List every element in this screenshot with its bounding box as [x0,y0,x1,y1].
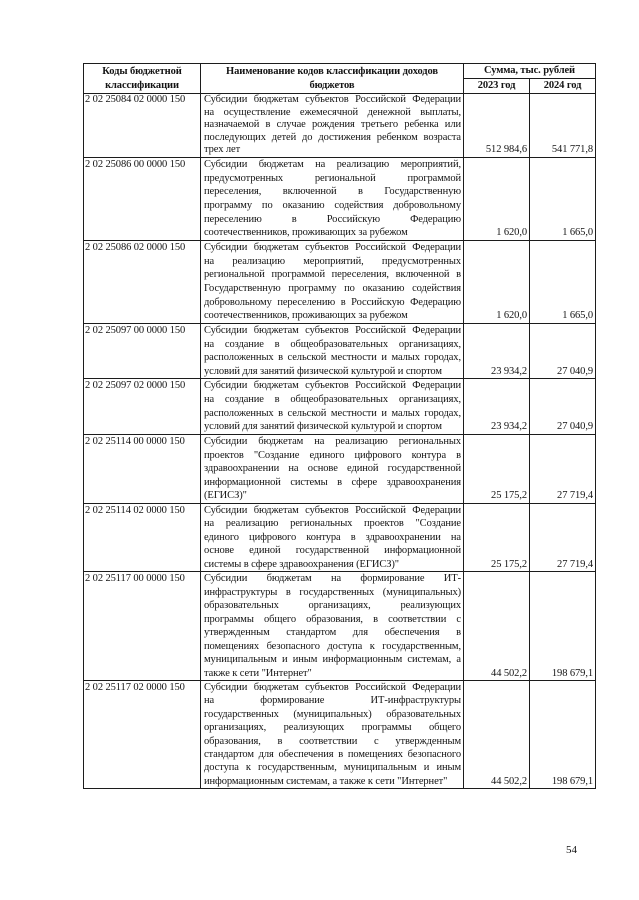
header-year-2023: 2023 год [464,79,530,94]
description-line: условий для занятий физической культурой и спортом [204,421,442,433]
description-line: системы в сфере здравоохранения (ЕГИСЗ)" [204,558,399,570]
header-name [201,64,464,94]
amount-2023-cell: 44 502,2 [464,572,530,681]
amount-2023-cell: 23 934,2 [464,379,530,435]
description-line: образовательных организациях, реализующих [204,600,461,611]
description-line: на формирование ИТ-инфраструктуры [204,695,461,707]
description-cell [201,572,464,681]
description-line: основе единой государственной информационной [204,545,461,557]
amount-2024-cell: 27 719,4 [530,504,596,572]
description-line: стандартом для обеспечения в помещениях безопасного [204,748,461,760]
header-codes-line: Коды бюджетной [102,66,182,77]
description-line: на реализацию региональных проектов "Создание [204,518,461,530]
page-number: 54 [566,844,577,856]
amount-2024-cell: 27 040,9 [530,324,596,379]
description-line: Государственную программу по оказанию содействия [204,283,461,295]
amount-2024-cell: 27 719,4 [530,435,596,504]
header-codes-line: классификации [105,80,179,91]
amount-2023-cell: 44 502,2 [464,681,530,789]
amount-2023-cell: 23 934,2 [464,324,530,379]
amount-2024-cell: 541 771,8 [530,94,596,158]
description-cell [201,241,464,324]
description-line: доступа к государственным, муниципальным и иным [204,762,461,774]
description-cell [201,504,464,572]
amount-2024-cell: 198 679,1 [530,572,596,681]
budget-code-cell: 2 02 25117 00 0000 150 [84,572,201,681]
description-line: информационной системы в сфере здравоохранения [204,476,461,488]
description-line: Субсидии бюджетам на реализацию мероприятий, [204,159,461,170]
description-line: последующих детей до достижения ребенком возраста [204,131,461,143]
amount-2024-cell: 1 665,0 [530,241,596,324]
description-line: Субсидии бюджетам субъектов Российской Федерации [204,682,461,693]
budget-code-cell: 2 02 25086 02 0000 150 [84,241,201,324]
description-line: (ЕГИСЗ)" [204,490,247,502]
amount-2023-cell: 1 620,0 [464,241,530,324]
amount-2024-cell: 198 679,1 [530,681,596,789]
description-line: трех лет [204,144,241,156]
header-name-line: Наименование кодов классификации доходов [226,66,438,77]
description-line: предусмотренных региональной программой [204,172,461,184]
description-line: на создание в общеобразовательных организациях, [204,393,461,405]
description-line: Субсидии бюджетам субъектов Российской Федерации [204,242,461,253]
description-line: Субсидии бюджетам на реализацию региональных [204,436,461,447]
amount-2024-cell: 1 665,0 [530,158,596,241]
description-line: на осуществление ежемесячной денежной выплаты, [204,106,461,118]
description-line: Субсидии бюджетам на формирование ИТ- [204,573,461,584]
description-line: помещениях безопасного доступа к государственным, [204,640,461,652]
description-line: назначаемой в случае рождения третьего ребенка или [204,119,461,131]
description-cell [201,681,464,789]
amount-2023-cell: 25 175,2 [464,435,530,504]
amount-2024-cell: 27 040,9 [530,379,596,435]
description-line: соотечественников, проживающих за рубежом [204,310,408,322]
description-cell [201,435,464,504]
description-cell [201,158,464,241]
header-codes [84,64,201,94]
description-line: организациях, реализующих программы общего [204,722,461,734]
description-line: программу по оказанию содействия добровольному [204,200,461,212]
description-line: утвержденным стандартом для обеспечения в [204,627,461,638]
description-line: единого цифрового контура в здравоохранении на [204,531,461,543]
budget-code-cell: 2 02 25114 02 0000 150 [84,504,201,572]
description-line: здравоохранении на основе единой государственной [204,463,461,475]
amount-2023-cell: 1 620,0 [464,158,530,241]
description-line: переселению в Российскую Федерацию [204,213,461,225]
budget-code-cell: 2 02 25097 02 0000 150 [84,379,201,435]
description-line: муниципальным и иным информационным системам, а [204,654,461,665]
budget-code-cell: 2 02 25114 00 0000 150 [84,435,201,504]
description-cell [201,324,464,379]
budget-code-cell: 2 02 25097 00 0000 150 [84,324,201,379]
description-line: также к сети "Интернет" [204,667,312,679]
description-line: государственных (муниципальных) образовательных [204,708,461,720]
description-line: Субсидии бюджетам субъектов Российской Федерации [204,325,461,336]
budget-code-cell: 2 02 25084 02 0000 150 [84,94,201,158]
description-line: региональной программой переселения, включенной в [204,269,461,281]
description-line: условий для занятий физической культурой и спортом [204,365,442,377]
description-line: проектов "Создание единого цифрового контура в [204,449,461,461]
budget-code-cell: 2 02 25086 00 0000 150 [84,158,201,241]
description-line: соотечественников, проживающих за рубежом [204,227,408,239]
header-sum: Сумма, тыс. рублей [464,64,596,79]
description-line: расположенных в сельской местности и малых городах, [204,407,461,419]
description-line: образования, в соответствии с утвержденным [204,735,461,747]
description-line: информационным системам, а также к сети "Интернет" [204,775,448,787]
header-name-line: бюджетов [309,80,355,91]
description-line: Субсидии бюджетам субъектов Российской Федерации [204,380,461,391]
description-line: программы общего образования, в соответствии с [204,613,461,625]
description-line: добровольному переселению в Российскую Федерацию [204,296,461,308]
description-line: Субсидии бюджетам субъектов Российской Федерации [204,94,461,105]
description-cell [201,379,464,435]
budget-table [83,63,596,789]
description-line: Субсидии бюджетам субъектов Российской Федерации [204,505,461,516]
description-line: на создание в общеобразовательных организациях, [204,338,461,350]
amount-2023-cell: 25 175,2 [464,504,530,572]
description-line: расположенных в сельской местности и малых городах, [204,352,461,363]
description-line: на реализацию мероприятий, предусмотренных [204,255,461,267]
amount-2023-cell: 512 984,6 [464,94,530,158]
description-line: инфраструктуры в государственных (муниципальных) [204,586,461,598]
description-line: переселения, включенной в Государственную [204,186,461,198]
budget-code-cell: 2 02 25117 02 0000 150 [84,681,201,789]
header-year-2024: 2024 год [530,79,596,94]
description-cell [201,94,464,158]
